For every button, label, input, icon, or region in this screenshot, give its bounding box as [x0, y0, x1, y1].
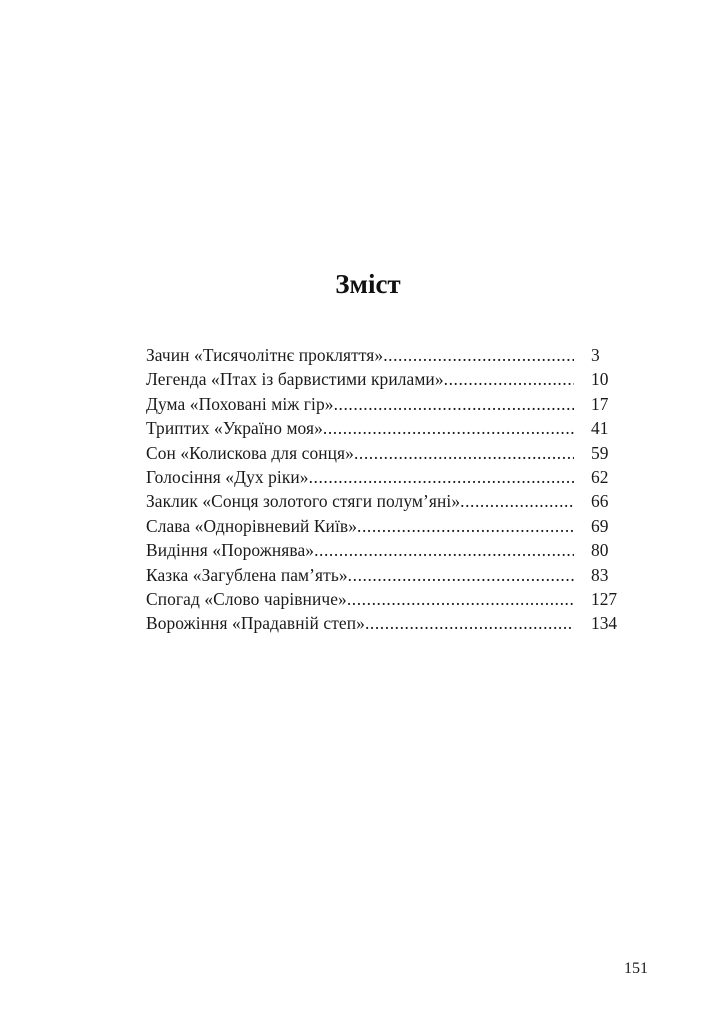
page-number: 151	[624, 960, 648, 977]
dot-leader	[365, 611, 574, 635]
toc-entry	[146, 441, 628, 465]
toc-entry-title: Голосіння «Дух ріки»	[146, 466, 309, 487]
dot-leader	[444, 367, 574, 391]
toc-entry	[146, 489, 628, 513]
toc-entry-title: Казка «Загублена пам’ять»	[146, 564, 348, 585]
toc-entry	[146, 514, 628, 538]
dot-leader	[334, 392, 574, 416]
toc-entry-title: Легенда «Птах із барвистими крилами»	[146, 369, 444, 390]
toc-entry	[146, 367, 628, 391]
table-of-contents	[146, 343, 628, 636]
dot-leader	[323, 416, 574, 440]
toc-entry-title: Триптих «Україно моя»	[146, 418, 323, 439]
toc-entry-page: 62	[591, 466, 609, 487]
toc-entry	[146, 611, 628, 635]
toc-entry-title: Видіння «Порожнява»	[146, 540, 315, 561]
dot-leader	[460, 489, 574, 513]
toc-entry-page: 83	[591, 564, 609, 585]
toc-entry	[146, 465, 628, 489]
toc-entry	[146, 416, 628, 440]
dot-leader	[383, 343, 574, 367]
toc-entry-title: Заклик «Сонця золотого стяги полум’яні»	[146, 491, 461, 512]
dot-leader	[347, 587, 574, 611]
toc-entry-page: 69	[591, 515, 609, 536]
toc-entry	[146, 587, 628, 611]
toc-entry-page: 80	[591, 540, 609, 561]
toc-entry-page: 41	[591, 418, 609, 439]
toc-entry-title: Ворожіння «Прадавній степ»	[146, 613, 365, 634]
dot-leader	[309, 465, 574, 489]
toc-entry-title: Зачин «Тисячолітнє прокляття»	[146, 345, 384, 365]
toc-entry-page: 3	[591, 345, 600, 365]
toc-entry	[146, 563, 628, 587]
toc-entry-page: 134	[591, 613, 618, 634]
dot-leader	[314, 538, 574, 562]
toc-entry	[146, 392, 628, 416]
toc-entry-page: 10	[591, 369, 609, 390]
dot-leader	[348, 563, 574, 587]
toc-entry-page: 17	[591, 393, 609, 414]
toc-entry-page: 66	[591, 491, 609, 512]
dot-leader	[357, 514, 574, 538]
dot-leader	[354, 441, 574, 465]
toc-entry	[146, 538, 628, 562]
page-title: Зміст	[335, 269, 401, 299]
toc-entry-title: Сон «Колискова для сонця»	[146, 442, 354, 463]
toc-entry-title: Слава «Однорівневий Київ»	[146, 515, 358, 536]
toc-entry-page: 59	[591, 442, 609, 463]
toc-entry-page: 127	[591, 588, 618, 609]
toc-entry-title: Спогад «Слово чарівниче»	[146, 588, 347, 609]
toc-entry-title: Дума «Поховані між гір»	[146, 393, 334, 414]
toc-entry	[146, 343, 628, 367]
